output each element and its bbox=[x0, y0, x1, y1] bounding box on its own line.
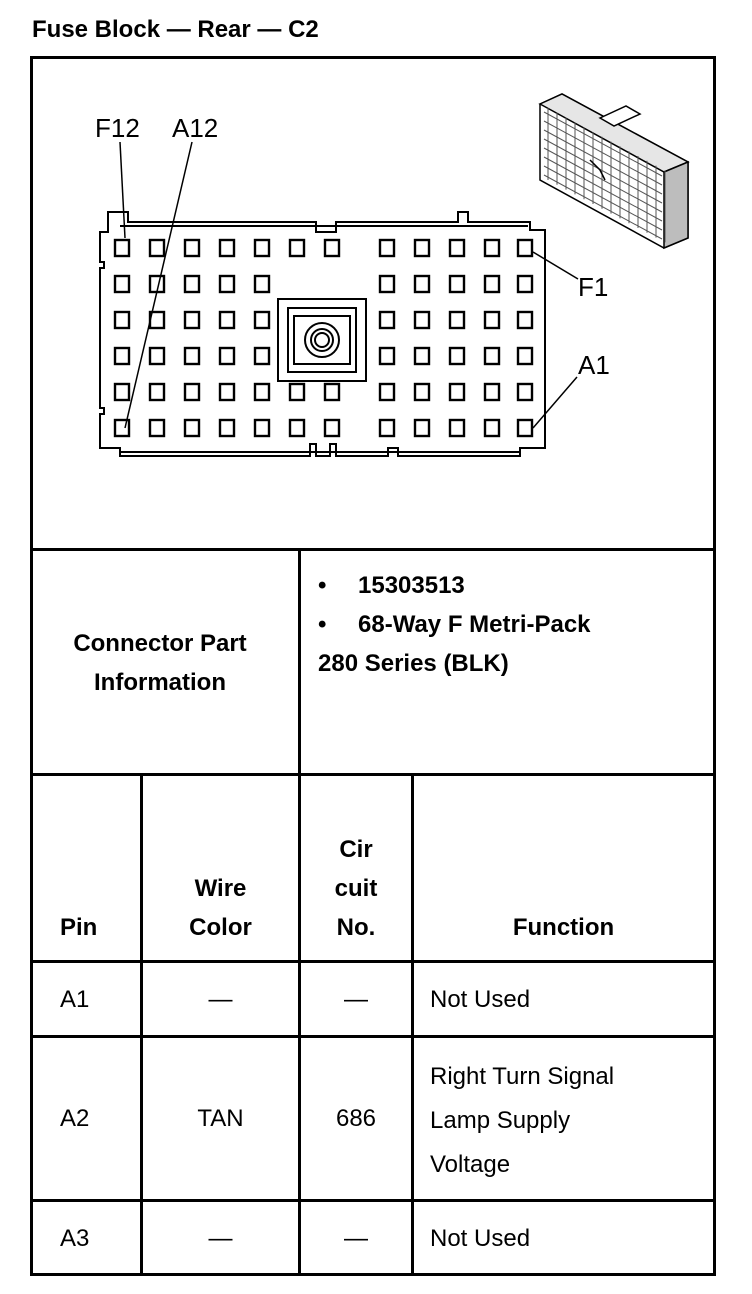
row-a1-wire-color: — bbox=[208, 986, 233, 1013]
pin-cavity bbox=[415, 384, 429, 400]
connector-description-line1: 68-Way F Metri-Pack bbox=[358, 611, 591, 638]
row-a3-pin: A3 bbox=[60, 1225, 90, 1252]
pin-cavity bbox=[150, 348, 164, 364]
pin-cavity bbox=[485, 276, 499, 292]
page-title: Fuse Block — Rear — C2 bbox=[32, 16, 319, 43]
pin-cavity bbox=[415, 348, 429, 364]
pin-cavity bbox=[415, 312, 429, 328]
pin-cavity bbox=[450, 312, 464, 328]
row-a3-circuit: — bbox=[344, 1225, 368, 1252]
connector-description-line2: 280 Series (BLK) bbox=[318, 650, 509, 677]
pin-cavity bbox=[518, 384, 532, 400]
pin-cavity bbox=[150, 384, 164, 400]
pin-cavity bbox=[380, 420, 394, 436]
a1-leader-line bbox=[533, 377, 577, 428]
pin-cavity bbox=[255, 348, 269, 364]
pin-cavity bbox=[325, 420, 339, 436]
pin-cavity bbox=[450, 420, 464, 436]
pin-cavity bbox=[115, 384, 129, 400]
pin-cavity bbox=[415, 240, 429, 256]
f12-leader-line bbox=[120, 142, 125, 238]
column-divider bbox=[298, 548, 301, 776]
f1-leader-line bbox=[533, 252, 578, 279]
pin-cavity bbox=[380, 276, 394, 292]
pin-cavity bbox=[185, 240, 199, 256]
a1-label: A1 bbox=[578, 350, 610, 380]
pin-cavity bbox=[415, 420, 429, 436]
pin-cavity bbox=[485, 348, 499, 364]
row-a3-function: Not Used bbox=[430, 1225, 531, 1252]
row-divider bbox=[30, 1199, 716, 1202]
pin-cavity bbox=[380, 384, 394, 400]
row-divider bbox=[30, 1035, 716, 1038]
a12-label: A12 bbox=[172, 113, 219, 143]
header-pin: Pin bbox=[60, 914, 98, 941]
pin-cavity bbox=[255, 240, 269, 256]
pin-cavity bbox=[290, 420, 304, 436]
pin-cavity bbox=[220, 276, 234, 292]
pin-cavity bbox=[325, 384, 339, 400]
column-divider bbox=[411, 773, 414, 1276]
part-number: 15303513 bbox=[358, 572, 465, 599]
pin-cavity bbox=[115, 276, 129, 292]
pin-cavity bbox=[485, 420, 499, 436]
header-wire-color-line1: Wire bbox=[194, 875, 247, 902]
header-circuit-line2: cuit bbox=[334, 875, 378, 902]
row-a3-wire-color: — bbox=[208, 1225, 233, 1252]
description-bullet: • bbox=[318, 611, 327, 638]
column-divider bbox=[140, 773, 143, 1276]
pin-cavity bbox=[150, 420, 164, 436]
pin-cavity bbox=[415, 276, 429, 292]
pin-cavity bbox=[450, 348, 464, 364]
pin-cavity bbox=[255, 384, 269, 400]
pin-cavity bbox=[255, 276, 269, 292]
pin-cavity bbox=[325, 240, 339, 256]
pin-cavity bbox=[220, 240, 234, 256]
pin-cavity-grid bbox=[115, 240, 532, 436]
header-circuit-line1: Cir bbox=[339, 836, 373, 863]
pin-cavity bbox=[255, 420, 269, 436]
f12-label: F12 bbox=[95, 113, 140, 143]
header-circuit-line3: No. bbox=[336, 914, 376, 941]
pin-cavity bbox=[290, 240, 304, 256]
pin-cavity bbox=[185, 312, 199, 328]
pin-cavity bbox=[220, 312, 234, 328]
row-a2-circuit: 686 bbox=[335, 1105, 377, 1132]
pin-cavity bbox=[255, 312, 269, 328]
pin-cavity bbox=[115, 240, 129, 256]
pin-cavity bbox=[450, 384, 464, 400]
row-a2-pin: A2 bbox=[60, 1105, 90, 1132]
connector-isometric-image bbox=[540, 94, 688, 248]
pin-cavity bbox=[380, 240, 394, 256]
row-a2-wire-color: TAN bbox=[197, 1105, 244, 1132]
pin-cavity bbox=[150, 240, 164, 256]
pin-cavity bbox=[185, 348, 199, 364]
row-divider bbox=[30, 960, 716, 963]
pin-cavity bbox=[518, 240, 532, 256]
pin-cavity bbox=[518, 276, 532, 292]
row-divider bbox=[30, 773, 716, 776]
part-number-bullet: • bbox=[318, 572, 327, 599]
connector-info-label: Connector Part Information bbox=[73, 630, 247, 696]
pin-cavity bbox=[115, 312, 129, 328]
pin-cavity bbox=[185, 420, 199, 436]
row-a1-pin: A1 bbox=[60, 986, 90, 1013]
pin-cavity bbox=[518, 312, 532, 328]
pin-cavity bbox=[518, 420, 532, 436]
pin-cavity bbox=[380, 312, 394, 328]
row-a2-function-line2: Lamp Supply bbox=[430, 1107, 571, 1134]
row-divider bbox=[30, 548, 716, 551]
pin-cavity bbox=[450, 240, 464, 256]
pin-cavity bbox=[185, 384, 199, 400]
row-a2-function-line1: Right Turn Signal bbox=[430, 1063, 615, 1090]
pin-cavity bbox=[450, 276, 464, 292]
pin-cavity bbox=[485, 312, 499, 328]
row-a1-circuit: — bbox=[344, 986, 368, 1013]
row-a2-function-line3: Voltage bbox=[430, 1151, 511, 1178]
f1-label: F1 bbox=[578, 272, 609, 302]
pin-cavity bbox=[220, 420, 234, 436]
header-wire-color-line2: Color bbox=[189, 914, 252, 941]
pin-cavity bbox=[185, 276, 199, 292]
row-a1-function: Not Used bbox=[430, 986, 531, 1013]
pin-cavity bbox=[518, 348, 532, 364]
pin-cavity bbox=[485, 240, 499, 256]
pin-cavity bbox=[220, 348, 234, 364]
header-function: Function bbox=[512, 914, 615, 941]
pin-cavity bbox=[290, 384, 304, 400]
pin-cavity bbox=[485, 384, 499, 400]
pin-cavity bbox=[220, 384, 234, 400]
pin-cavity bbox=[380, 348, 394, 364]
connector-diagram bbox=[33, 59, 713, 549]
pin-cavity bbox=[115, 348, 129, 364]
